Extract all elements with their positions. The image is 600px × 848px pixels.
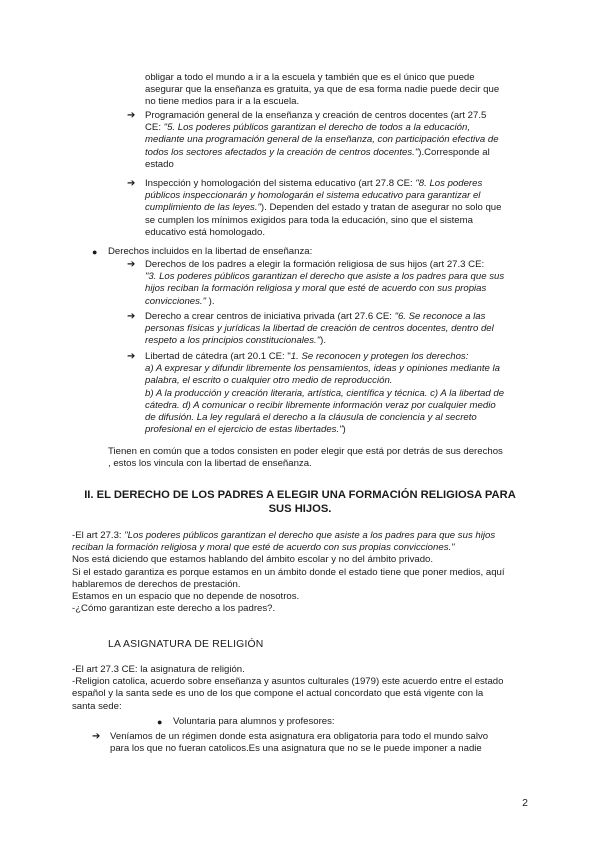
- voluntary-item: [173, 716, 335, 728]
- arrow-bullet-icon: ➔: [127, 178, 136, 189]
- italic-quote: profesional en el ejercicio de estas libertades.": [145, 424, 343, 436]
- text-line: [145, 202, 535, 214]
- voluntary-text: Voluntaria para alumnos y profesores:: [173, 716, 335, 727]
- text-line: [145, 283, 535, 295]
- text-line: [72, 530, 542, 542]
- text-line: [145, 215, 535, 227]
- section-heading-line: SUS HIJOS.: [268, 503, 332, 515]
- rights-heading: [108, 246, 312, 258]
- italic-quote: "5. Los poderes públicos garantizan el derecho de todos a la educación,: [163, 122, 471, 134]
- text-line: no tiene medios para ir a la escuela.: [145, 96, 300, 108]
- italic-quote: "8. Los poderes: [415, 178, 483, 189]
- arrow-bullet-icon: ➔: [127, 110, 136, 121]
- text-line: [72, 579, 542, 591]
- text-line: [72, 603, 542, 615]
- text-line: Tienen en común que a todos consisten en poder elegir que está por detrás de sus derechos: [108, 446, 503, 457]
- text-run: Derechos de los padres a elegir la formación religiosa de sus hijos (art 27.3 CE:: [145, 259, 485, 270]
- text-line: [72, 542, 542, 554]
- italic-quote: palabra, el escrito o cualquier otro medio de reproducción.: [145, 375, 393, 387]
- text-line: [145, 190, 535, 202]
- text-line: [145, 227, 535, 239]
- page-number: 2: [522, 797, 528, 809]
- regimen-paragraph: [110, 731, 540, 755]
- italic-quote: 1. Se reconocen y protegen los derechos:: [290, 351, 469, 362]
- text-line: [145, 134, 535, 146]
- italic-quote: cumplimiento de las leyes.": [145, 202, 261, 214]
- text-run: ).Corresponde al: [418, 146, 490, 158]
- italic-quote: a) A expresar y difundir libremente los pensamientos, ideas y opiniones mediante la: [145, 363, 500, 375]
- text-line: asegurar que la enseñanza es gratuita, ya que de esa forma nadie puede decir que: [145, 84, 500, 96]
- intro-continuation: [145, 72, 525, 109]
- text-run: -El art 27.3:: [72, 530, 125, 541]
- italic-quote: todos los sectores afectados y la creación de centros docentes.": [145, 146, 419, 158]
- italic-quote: convicciones.": [145, 295, 206, 307]
- italic-quote: "3. Los poderes públicos garantizan el derecho que asiste a los padres para que sus: [145, 271, 505, 283]
- arrow-bullet-icon: ➔: [127, 351, 136, 362]
- text-line: -El art 27.3 CE: la asignatura de religión.: [72, 664, 245, 675]
- text-run: ): [342, 424, 346, 436]
- arrow-bullet-icon: ➔: [127, 259, 136, 270]
- text-run: educativo está homologado.: [145, 226, 266, 238]
- text-line: [145, 323, 535, 335]
- right-centros: [145, 311, 535, 348]
- italic-quote: "Los poderes públicos garantizan el derecho que asiste a los padres para que sus hijos: [124, 530, 496, 541]
- italic-quote: "6. Se reconoce a las: [394, 311, 486, 322]
- text-line: [145, 363, 535, 375]
- duty-programacion: [145, 110, 535, 171]
- text-run: Estamos en un espacio que no depende de nosotros.: [72, 591, 300, 603]
- text-line: español y la santa sede es uno de los que compone el actual concordato que está vigente con la: [72, 688, 484, 700]
- rights-heading-text: Derechos incluidos en la libertad de enseñanza:: [108, 246, 313, 257]
- text-line: [145, 424, 535, 436]
- text-line: [145, 388, 535, 400]
- arrow-bullet-icon: ➔: [127, 311, 136, 322]
- text-line: para los que no fueran catolicos.Es una asignatura que no se le puede imponer a nadie: [110, 743, 482, 755]
- text-line: [145, 271, 535, 283]
- text-line: [72, 567, 542, 579]
- text-run: ).: [320, 335, 326, 347]
- text-line: [145, 178, 535, 190]
- text-run: estado: [145, 158, 174, 170]
- duty-inspeccion: [145, 178, 535, 239]
- arrow-bullet-icon: ➔: [92, 731, 101, 742]
- right-catedra: [145, 351, 535, 436]
- text-run: Inspección y homologación del sistema educativo (art 27.8 CE:: [145, 178, 416, 189]
- text-run: ).: [206, 295, 215, 307]
- circle-bullet-icon: ●: [92, 247, 98, 257]
- text-run: Derecho a crear centros de iniciativa privada (art 27.6 CE:: [145, 311, 395, 322]
- text-line: [145, 296, 535, 308]
- common-paragraph: [108, 446, 538, 470]
- italic-quote: cátedra. d) A comunicar o recibir libremente información veraz por cualquier medio: [145, 399, 496, 411]
- right-padres: [145, 259, 535, 308]
- text-line: [145, 375, 535, 387]
- text-run: hablaremos de derechos de prestación.: [72, 578, 241, 590]
- text-run: CE:: [145, 122, 164, 134]
- text-line: , estos los vincula con la libertad de enseñanza.: [108, 458, 312, 470]
- text-line: santa sede:: [72, 700, 122, 712]
- text-run: ). Dependen del estado y tratan de asegurar no solo que: [260, 202, 502, 214]
- text-line: obligar a todo el mundo a ir a la escuela y también que es el único que puede: [145, 72, 475, 83]
- text-run: Libertad de cátedra (art 20.1 CE: ": [145, 351, 291, 362]
- italic-quote: personas físicas y jurídicas la libertad de creación de centros docentes, dentro del: [145, 323, 494, 335]
- text-line: [145, 335, 535, 347]
- art-27-3-paragraph: [72, 530, 542, 615]
- italic-quote: mediante una programación general de la enseñanza, con participación efectiva de: [145, 134, 499, 146]
- religion-paragraph: [72, 664, 542, 713]
- text-line: [145, 412, 535, 424]
- text-line: [145, 400, 535, 412]
- text-line: [145, 110, 535, 122]
- text-line: [72, 554, 542, 566]
- italic-quote: públicos inspeccionarán y homologarán el sistema educativo para garantizar el: [145, 190, 481, 202]
- text-run: -¿Cómo garantizan este derecho a los padres?.: [72, 603, 276, 615]
- section-heading: [70, 488, 530, 516]
- italic-quote: reciban la formación religiosa y moral que esté de acuerdo con sus propias convicciones.": [72, 542, 455, 554]
- italic-quote: hijos reciban la formación religiosa y moral que esté de acuerdo con sus propias: [145, 283, 487, 295]
- text-line: [145, 147, 535, 159]
- text-run: se cumplen los mínimos exigidos para toda la educación, sino que el sistema: [145, 214, 473, 226]
- italic-quote: b) A la producción y creación literaria, artística, científica y técnica. c) A la libertad de: [145, 387, 505, 399]
- section-heading-line: II. EL DERECHO DE LOS PADRES A ELEGIR UNA FORMACIÓN RELIGIOSA PARA: [84, 489, 516, 501]
- subheading: LA ASIGNATURA DE RELIGIÓN: [108, 639, 264, 650]
- circle-bullet-icon: ●: [157, 717, 163, 727]
- italic-quote: respeto a los principios constitucionales.": [145, 335, 321, 347]
- text-line: Veníamos de un régimen donde esta asignatura era obligatoria para todo el mundo salvo: [110, 731, 489, 742]
- text-line: [145, 311, 535, 323]
- text-run: Nos está diciendo que estamos hablando del ámbito escolar y no del ámbito privado.: [72, 554, 434, 566]
- text-run: Programación general de la enseñanza y creación de centros docentes (art 27.5: [145, 110, 487, 121]
- text-line: [145, 259, 535, 271]
- text-line: -Religion catolica, acuerdo sobre enseñanza y asuntos culturales (1979) este acuerdo entre el estado: [72, 676, 504, 688]
- text-line: [145, 351, 535, 363]
- text-line: [145, 122, 535, 134]
- text-run: Si el estado garantiza es porque estamos en un ámbito donde el estado tiene que poner medios, aquí: [72, 566, 505, 578]
- text-line: [72, 591, 542, 603]
- text-line: [145, 159, 535, 171]
- italic-quote: de difusión. La ley regulará el derecho a la cláusula de conciencia y al secreto: [145, 412, 477, 424]
